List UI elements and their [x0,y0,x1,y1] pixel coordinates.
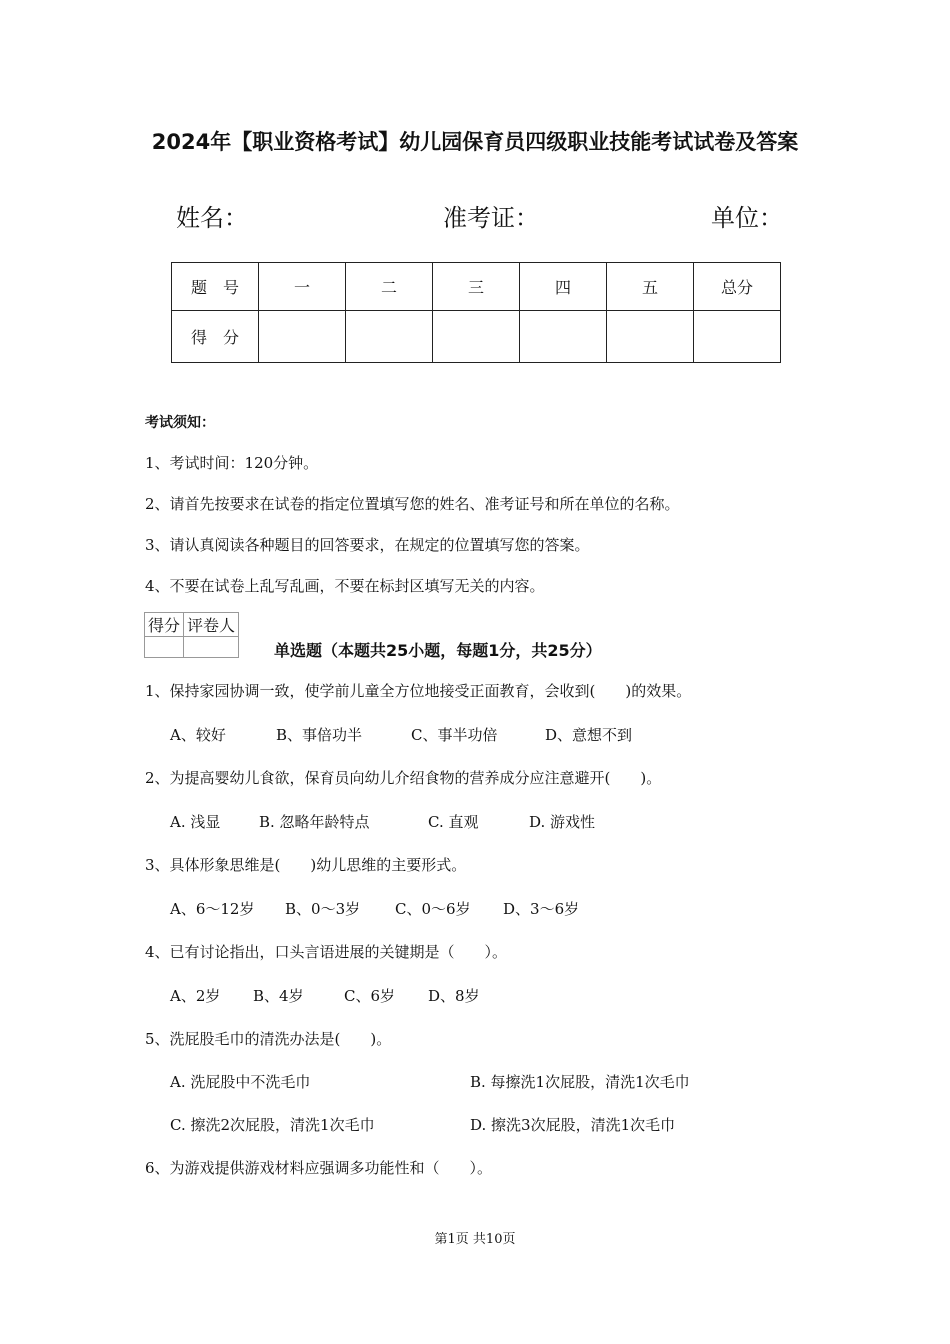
exam-id-field-label: 准考证： [443,204,539,232]
answer-option[interactable]: C. 直观 [428,813,479,831]
answer-option[interactable]: C. 擦洗2次屁股，清洗1次毛巾 [170,1116,375,1134]
score-cell[interactable] [433,311,520,363]
score-cell[interactable] [259,311,346,363]
page-title: 2024年【职业资格考试】幼儿园保育员四级职业技能考试试卷及答案 [151,130,799,154]
score-table-header-cell: 四 [520,263,607,311]
score-cell[interactable] [607,311,694,363]
answer-option[interactable]: B、4岁 [253,987,304,1005]
name-field-label: 姓名： [176,204,248,232]
notice-item: 3、请认真阅读各种题目的回答要求，在规定的位置填写您的答案。 [145,536,590,554]
answer-option[interactable]: B、0～3岁 [285,900,361,918]
notice-item: 2、请首先按要求在试卷的指定位置填写您的姓名、准考证号和所在单位的名称。 [145,495,680,513]
answer-option[interactable]: B. 每擦洗1次屁股，清洗1次毛巾 [470,1073,690,1091]
notice-item: 1、考试时间：120分钟。 [145,454,319,472]
notice-heading: 考试须知： [145,415,215,431]
score-table-header-cell: 一 [259,263,346,311]
grader-score-label: 得分 [145,613,184,637]
score-table-header-cell: 二 [346,263,433,311]
answer-option[interactable]: C、事半功倍 [411,726,498,744]
notice-item: 4、不要在试卷上乱写乱画，不要在标封区填写无关的内容。 [145,577,545,595]
grader-score-cell[interactable] [145,637,184,658]
answer-option[interactable]: D、意想不到 [545,726,633,744]
score-table-header-cell: 三 [433,263,520,311]
question-text: 5、洗屁股毛巾的清洗办法是( )。 [145,1030,392,1048]
score-table-header-cell: 总分 [694,263,781,311]
question-text: 4、已有讨论指出，口头言语进展的关键期是（ ）。 [145,943,508,961]
grader-name-cell[interactable] [184,637,239,658]
grader-name-label: 评卷人 [184,613,239,637]
score-table-header-cell: 五 [607,263,694,311]
answer-option[interactable]: A、6～12岁 [170,900,255,918]
answer-option[interactable]: D、8岁 [428,987,480,1005]
answer-option[interactable]: B、事倍功半 [276,726,363,744]
section-heading: 单选题（本题共25小题，每题1分，共25分） [274,641,602,660]
answer-option[interactable]: D、3～6岁 [503,900,580,918]
question-text: 1、保持家园协调一致，使学前儿童全方位地接受正面教育，会收到( )的效果。 [145,682,692,700]
question-text: 2、为提高婴幼儿食欲，保育员向幼儿介绍食物的营养成分应注意避开( )。 [145,769,662,787]
answer-option[interactable]: A、较好 [170,726,226,744]
score-cell[interactable] [520,311,607,363]
score-table-row-label: 得 分 [172,311,259,363]
score-cell[interactable] [694,311,781,363]
score-table [171,262,781,363]
answer-option[interactable]: C、6岁 [344,987,396,1005]
grader-box [144,612,239,658]
question-text: 3、具体形象思维是( )幼儿思维的主要形式。 [145,856,467,874]
answer-option[interactable]: D. 擦洗3次屁股，清洗1次毛巾 [470,1116,676,1134]
unit-field-label: 单位： [711,204,783,232]
answer-option[interactable]: C、0～6岁 [395,900,471,918]
answer-option[interactable]: D. 游戏性 [529,813,596,831]
score-cell[interactable] [346,311,433,363]
page-footer: 第1页 共10页 [434,1232,516,1247]
question-text: 6、为游戏提供游戏材料应强调多功能性和（ ）。 [145,1159,493,1177]
answer-option[interactable]: A、2岁 [170,987,221,1005]
answer-option[interactable]: A. 浅显 [170,813,221,831]
score-table-header-row [172,263,781,311]
answer-option[interactable]: B. 忽略年龄特点 [259,813,370,831]
score-table-score-row [172,311,781,363]
score-table-header-cell: 题 号 [172,263,259,311]
answer-option[interactable]: A. 洗屁股中不洗毛巾 [170,1073,311,1091]
